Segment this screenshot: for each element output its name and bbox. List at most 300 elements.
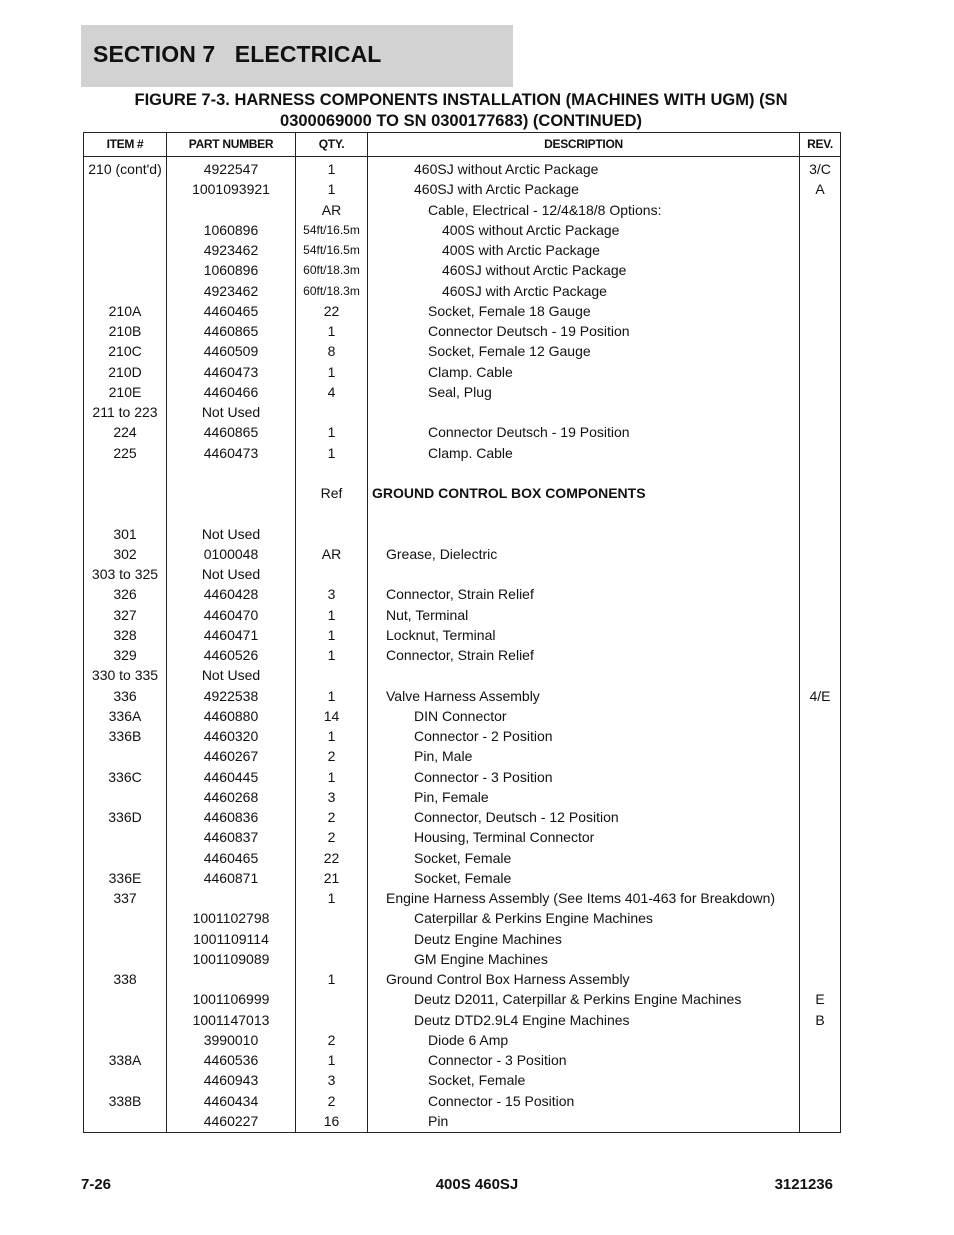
item-cell: 337 — [113, 890, 137, 906]
rev-cell — [800, 787, 840, 807]
rev-cell — [800, 1070, 840, 1090]
rev-cell — [800, 807, 840, 827]
item-cell: 329 — [113, 647, 137, 663]
qty-cell: 1 — [327, 181, 336, 198]
table-row — [84, 868, 840, 888]
rev-cell — [800, 665, 840, 685]
description-cell: Seal, Plug — [428, 383, 492, 400]
item-cell: 210A — [108, 302, 142, 319]
qty-cell: 1 — [327, 647, 336, 663]
header-divider — [84, 156, 840, 157]
description-cell: Diode 6 Amp — [428, 1031, 509, 1048]
part-number-cell: 4460471 — [203, 626, 259, 643]
table-row — [84, 503, 840, 523]
item-cell — [84, 1030, 166, 1050]
rev-cell — [800, 483, 840, 503]
qty-cell — [296, 989, 367, 1009]
figure-title-line-1: FIGURE 7-3. HARNESS COMPONENTS INSTALLATION (MACHINES WITH UGM) (SN — [134, 91, 788, 109]
item-cell: 327 — [113, 606, 137, 623]
rev-cell — [800, 402, 840, 422]
part-number-cell: 4460536 — [203, 1052, 259, 1068]
rev-cell: 3/C — [809, 161, 831, 177]
description-cell: Connector - 3 Position — [414, 768, 553, 785]
part-number-cell: 4460865 — [203, 424, 259, 441]
table-row — [84, 200, 840, 220]
qty-cell: 2 — [327, 809, 336, 825]
footer-doc-number: 3121236 — [774, 1176, 833, 1193]
table-row — [84, 807, 840, 827]
part-number-cell: 1001106999 — [192, 991, 270, 1008]
description-cell: Pin — [428, 1112, 449, 1129]
qty-cell: 22 — [323, 849, 340, 866]
rev-cell — [800, 726, 840, 746]
description-cell — [372, 402, 798, 422]
qty-cell: 54ft/16.5m — [303, 222, 360, 237]
description-cell: Pin, Female — [414, 788, 489, 805]
qty-cell: 1 — [327, 728, 336, 744]
description-cell: 460SJ without Arctic Package — [442, 262, 627, 279]
item-cell — [84, 503, 166, 523]
part-number-cell: 1060896 — [203, 221, 259, 238]
rev-cell — [800, 260, 840, 280]
part-number-cell: 4460465 — [203, 302, 259, 319]
item-cell: 336E — [108, 869, 142, 886]
table-row — [84, 260, 840, 280]
table-row — [84, 1010, 840, 1030]
rev-cell — [800, 1050, 840, 1070]
rev-cell — [800, 341, 840, 361]
rev-cell — [800, 301, 840, 321]
rev-cell — [800, 645, 840, 665]
table-row — [84, 362, 840, 382]
rev-cell — [800, 524, 840, 544]
section-banner — [81, 25, 513, 87]
table-row — [84, 827, 840, 847]
part-number-cell: 4460445 — [203, 768, 259, 785]
table-row — [84, 767, 840, 787]
table-row — [84, 746, 840, 766]
description-cell: Housing, Terminal Connector — [414, 829, 595, 846]
qty-cell: AR — [321, 201, 342, 218]
table-row — [84, 402, 840, 422]
qty-cell — [296, 929, 367, 949]
table-row — [84, 321, 840, 341]
table-row — [84, 483, 840, 503]
rev-cell — [800, 503, 840, 523]
table-row — [84, 1111, 840, 1131]
part-number-cell: 1060896 — [203, 262, 259, 279]
part-number-cell — [167, 969, 295, 989]
item-cell: 211 to 223 — [92, 404, 158, 420]
item-cell: 210C — [108, 343, 142, 360]
part-number-cell: 4460865 — [203, 323, 259, 339]
rev-cell: E — [815, 991, 825, 1008]
part-number-cell — [167, 463, 295, 483]
item-cell: 338A — [108, 1052, 142, 1068]
table-row — [84, 341, 840, 361]
table-row — [84, 908, 840, 928]
rev-cell — [800, 1111, 840, 1131]
part-number-cell: 4923462 — [203, 282, 259, 299]
table-row — [84, 584, 840, 604]
item-cell — [84, 240, 166, 260]
part-number-cell: 4460871 — [203, 869, 259, 886]
qty-cell — [296, 503, 367, 523]
rev-cell — [800, 422, 840, 442]
table-row — [84, 645, 840, 665]
qty-cell: 1 — [327, 323, 336, 339]
description-cell: Clamp. Cable — [428, 444, 513, 461]
item-cell — [84, 483, 166, 503]
figure-title-line-2: 0300069000 TO SN 0300177683) (CONTINUED) — [280, 112, 642, 130]
description-cell: Connector, Strain Relief — [386, 586, 534, 603]
item-cell: 301 — [113, 525, 137, 542]
qty-cell: AR — [321, 545, 342, 562]
item-cell: 210 (cont'd) — [88, 161, 162, 177]
description-cell: 460SJ with Arctic Package — [414, 181, 579, 198]
table-row — [84, 888, 840, 908]
rev-cell — [800, 1091, 840, 1111]
qty-cell — [296, 949, 367, 969]
item-cell: 338 — [113, 971, 137, 987]
table-row — [84, 463, 840, 483]
description-cell: Connector, Deutsch - 12 Position — [414, 809, 619, 825]
qty-cell: 60ft/18.3m — [303, 283, 360, 298]
table-row — [84, 969, 840, 989]
item-cell — [84, 220, 166, 240]
item-cell — [84, 989, 166, 1009]
description-cell: Cable, Electrical - 12/4&18/8 Options: — [428, 201, 662, 218]
table-row — [84, 524, 840, 544]
description-cell: 460SJ with Arctic Package — [442, 282, 607, 299]
table-row — [84, 706, 840, 726]
rev-cell — [800, 240, 840, 260]
item-cell — [84, 827, 166, 847]
qty-cell — [296, 908, 367, 928]
item-cell: 336D — [108, 809, 142, 825]
item-cell — [84, 787, 166, 807]
qty-cell: 1 — [327, 363, 336, 380]
qty-cell: 1 — [327, 424, 336, 441]
figure-title — [81, 90, 841, 132]
qty-cell: 2 — [327, 1031, 336, 1048]
table-row — [84, 605, 840, 625]
part-number-cell: 4460267 — [203, 748, 259, 765]
part-number-cell: 4460837 — [203, 829, 259, 846]
qty-cell: 1 — [327, 626, 336, 643]
item-cell — [84, 746, 166, 766]
qty-cell: 2 — [327, 829, 336, 846]
part-number-cell: 1001102798 — [192, 910, 270, 927]
qty-cell: 2 — [327, 748, 336, 765]
qty-cell: 1 — [327, 444, 336, 461]
part-number-cell: 4460943 — [203, 1072, 259, 1089]
description-cell: Nut, Terminal — [386, 606, 469, 623]
description-cell: Socket, Female — [414, 849, 512, 866]
qty-cell: 4 — [327, 383, 336, 400]
qty-cell: 3 — [327, 586, 336, 603]
part-number-cell: 4460836 — [203, 809, 259, 825]
rev-cell — [800, 706, 840, 726]
table-row — [84, 1050, 840, 1070]
part-number-cell — [167, 503, 295, 523]
table-row — [84, 179, 840, 199]
rev-cell — [800, 827, 840, 847]
rev-cell: B — [815, 1011, 825, 1028]
description-cell — [372, 665, 798, 685]
qty-cell: 1 — [327, 890, 336, 906]
description-cell: GROUND CONTROL BOX COMPONENTS — [372, 485, 646, 501]
item-cell: 336C — [108, 768, 142, 785]
description-cell — [372, 564, 798, 584]
table-row — [84, 1030, 840, 1050]
part-number-cell — [167, 483, 295, 503]
table-row — [84, 686, 840, 706]
description-cell: Grease, Dielectric — [386, 545, 498, 562]
part-number-cell: 4460428 — [203, 586, 259, 603]
table-row — [84, 240, 840, 260]
part-number-cell: 4460465 — [203, 849, 259, 866]
rev-cell — [800, 625, 840, 645]
item-cell: 336B — [108, 728, 142, 744]
description-cell: DIN Connector — [414, 707, 507, 724]
part-number-cell: 4922547 — [203, 161, 259, 177]
qty-cell: 2 — [327, 1092, 336, 1109]
description-cell: Caterpillar & Perkins Engine Machines — [414, 910, 653, 927]
part-number-cell: 3990010 — [203, 1031, 259, 1048]
section-title: SECTION 7 ELECTRICAL — [93, 41, 382, 67]
rev-cell — [800, 605, 840, 625]
table-row — [84, 159, 840, 179]
rev-cell — [800, 584, 840, 604]
table-row — [84, 1091, 840, 1111]
description-cell: Connector Deutsch - 19 Position — [428, 424, 630, 441]
description-cell: Locknut, Terminal — [386, 626, 496, 643]
item-cell — [84, 848, 166, 868]
part-number-cell: 4460526 — [203, 647, 259, 663]
table-row — [84, 544, 840, 564]
rev-cell — [800, 746, 840, 766]
header-qty: QTY. — [318, 137, 345, 151]
qty-cell: 1 — [327, 606, 336, 623]
item-cell — [84, 1010, 166, 1030]
item-cell — [84, 281, 166, 301]
description-cell: Connector - 3 Position — [428, 1052, 567, 1068]
description-cell: Socket, Female — [428, 1072, 526, 1089]
qty-cell: 1 — [327, 161, 336, 177]
description-cell: Deutz D2011, Caterpillar & Perkins Engine Machines — [414, 991, 742, 1008]
qty-cell: 1 — [327, 1052, 336, 1068]
description-cell — [372, 524, 798, 544]
description-cell: Ground Control Box Harness Assembly — [386, 971, 630, 987]
rev-cell — [800, 220, 840, 240]
description-cell: Connector - 15 Position — [428, 1092, 575, 1109]
item-cell: 336A — [108, 707, 142, 724]
description-cell: GM Engine Machines — [414, 950, 548, 967]
table-row — [84, 726, 840, 746]
qty-cell: 3 — [327, 1072, 336, 1089]
part-number-cell — [167, 200, 295, 220]
item-cell: 338B — [108, 1092, 142, 1109]
footer-model: 400S 460SJ — [435, 1176, 519, 1193]
table-row — [84, 989, 840, 1009]
part-number-cell: 1001109114 — [193, 930, 269, 947]
qty-cell: 60ft/18.3m — [303, 263, 360, 278]
table-row — [84, 220, 840, 240]
footer-page-number: 7-26 — [81, 1176, 112, 1193]
part-number-cell: 4460470 — [203, 606, 259, 623]
rev-cell — [800, 767, 840, 787]
part-number-cell: 4922538 — [203, 687, 259, 704]
description-cell: Pin, Male — [414, 748, 473, 765]
description-cell: 400S without Arctic Package — [442, 221, 620, 238]
item-cell — [84, 949, 166, 969]
part-number-cell: 4460466 — [203, 383, 259, 400]
part-number-cell: 4460320 — [203, 728, 259, 744]
description-cell: Deutz DTD2.9L4 Engine Machines — [414, 1011, 630, 1028]
qty-cell — [296, 665, 367, 685]
rev-cell — [800, 949, 840, 969]
item-cell: 328 — [113, 626, 137, 643]
rev-cell — [800, 544, 840, 564]
rev-cell — [800, 382, 840, 402]
rev-cell — [800, 1030, 840, 1050]
description-cell: Socket, Female — [414, 869, 512, 886]
description-cell: Connector Deutsch - 19 Position — [428, 323, 630, 339]
part-number-cell: 4460880 — [203, 707, 259, 724]
rev-cell — [800, 362, 840, 382]
description-cell — [372, 463, 798, 483]
description-cell: Connector, Strain Relief — [386, 647, 534, 663]
rev-cell — [800, 200, 840, 220]
item-cell — [84, 260, 166, 280]
item-cell — [84, 929, 166, 949]
parts-table — [83, 132, 841, 1133]
description-cell: Clamp. Cable — [428, 363, 513, 380]
part-number-cell: 4460473 — [203, 444, 259, 461]
part-number-cell: Not Used — [201, 525, 261, 542]
part-number-cell: 4460509 — [203, 343, 259, 360]
rev-cell — [800, 908, 840, 928]
rev-cell — [800, 868, 840, 888]
qty-cell — [296, 524, 367, 544]
qty-cell — [296, 1010, 367, 1030]
item-cell: 330 to 335 — [91, 667, 159, 684]
description-cell: Deutz Engine Machines — [414, 930, 562, 947]
rev-cell — [800, 463, 840, 483]
description-cell: Connector - 2 Position — [414, 728, 553, 744]
qty-cell: 3 — [327, 788, 336, 805]
part-number-cell: Not Used — [201, 566, 261, 582]
qty-cell: 8 — [327, 343, 336, 360]
table-row — [84, 787, 840, 807]
qty-cell: 54ft/16.5m — [303, 243, 360, 257]
item-cell: 210D — [108, 363, 142, 380]
part-number-cell: 4460268 — [203, 788, 259, 805]
description-cell: Socket, Female 18 Gauge — [428, 302, 591, 319]
item-cell: 303 to 325 — [91, 566, 159, 582]
qty-cell: 14 — [323, 707, 340, 724]
item-cell: 210E — [108, 383, 142, 400]
description-cell: Socket, Female 12 Gauge — [428, 343, 591, 360]
rev-cell: A — [815, 181, 825, 198]
item-cell: 225 — [113, 444, 137, 461]
rev-cell — [800, 443, 840, 463]
table-row — [84, 301, 840, 321]
table-row — [84, 1070, 840, 1090]
rev-cell — [800, 929, 840, 949]
item-cell — [84, 1111, 166, 1131]
table-row — [84, 443, 840, 463]
qty-cell — [296, 463, 367, 483]
part-number-cell: 1001109089 — [192, 950, 270, 967]
qty-cell: 21 — [323, 869, 340, 886]
rev-cell: 4/E — [809, 687, 831, 704]
part-number-cell: 4460473 — [203, 363, 259, 380]
item-cell: 336 — [113, 687, 137, 704]
part-number-cell: Not Used — [201, 404, 261, 420]
header-description: DESCRIPTION — [544, 137, 623, 151]
part-number-cell: Not Used — [201, 667, 261, 684]
rev-cell — [800, 888, 840, 908]
table-row — [84, 564, 840, 584]
table-row — [84, 625, 840, 645]
rev-cell — [800, 321, 840, 341]
item-cell — [84, 200, 166, 220]
part-number-cell: 0100048 — [203, 545, 259, 562]
rev-cell — [800, 848, 840, 868]
part-number-cell: 4460227 — [203, 1112, 259, 1129]
table-row — [84, 848, 840, 868]
description-cell — [372, 503, 798, 523]
part-number-cell: 4460434 — [203, 1092, 259, 1109]
rev-cell — [800, 281, 840, 301]
header-rev: REV. — [807, 137, 833, 151]
qty-cell: 1 — [327, 768, 336, 785]
qty-cell: Ref — [320, 485, 343, 501]
item-cell — [84, 1070, 166, 1090]
header-item: ITEM # — [106, 137, 144, 151]
qty-cell: 1 — [327, 971, 336, 987]
table-row — [84, 949, 840, 969]
part-number-cell: 4923462 — [203, 242, 259, 258]
part-number-cell: 1001147013 — [192, 1011, 270, 1028]
qty-cell: 16 — [323, 1112, 340, 1129]
qty-cell: 22 — [323, 302, 340, 319]
item-cell: 326 — [113, 586, 137, 603]
rev-cell — [800, 564, 840, 584]
table-row — [84, 929, 840, 949]
description-cell: Engine Harness Assembly (See Items 401-463 for Breakdown) — [386, 890, 776, 906]
part-number-cell: 1001093921 — [192, 181, 270, 198]
description-cell: 460SJ without Arctic Package — [414, 161, 599, 177]
table-row — [84, 422, 840, 442]
description-cell: Valve Harness Assembly — [386, 687, 540, 704]
qty-cell — [296, 564, 367, 584]
rev-cell — [800, 969, 840, 989]
item-cell — [84, 179, 166, 199]
description-cell: 400S with Arctic Package — [442, 242, 600, 258]
item-cell: 302 — [113, 545, 137, 562]
item-cell — [84, 463, 166, 483]
part-number-cell — [167, 888, 295, 908]
qty-cell — [296, 402, 367, 422]
item-cell — [84, 908, 166, 928]
item-cell: 224 — [113, 424, 137, 441]
qty-cell: 1 — [327, 687, 336, 704]
header-part-number: PART NUMBER — [188, 137, 274, 151]
item-cell: 210B — [108, 323, 142, 339]
